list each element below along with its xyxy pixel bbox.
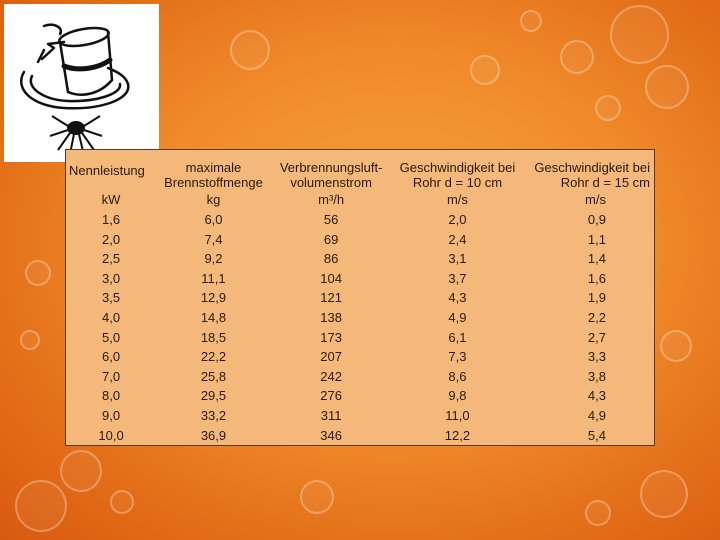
header-line: Nennleistung bbox=[69, 162, 145, 178]
table-cell: 121 bbox=[320, 290, 342, 306]
bubble bbox=[595, 95, 621, 121]
header-nennleistung bbox=[66, 150, 157, 191]
table-cell: 346 bbox=[320, 427, 342, 443]
table-cell: 9,0 bbox=[102, 408, 121, 423]
table-cell: 25,8 bbox=[200, 368, 227, 384]
table-cell: 3,5 bbox=[102, 290, 121, 306]
table-cell: 9,2 bbox=[204, 251, 223, 267]
table-row bbox=[66, 210, 655, 230]
table-cell: 5,0 bbox=[102, 329, 121, 345]
table-cell: 14,8 bbox=[200, 309, 227, 325]
table-row bbox=[66, 366, 655, 386]
header-line: volumenstrom bbox=[290, 175, 372, 190]
unit-cell: m³/h bbox=[318, 192, 345, 208]
table-cell: 2,5 bbox=[102, 251, 121, 267]
table-cell: 4,9 bbox=[448, 309, 467, 325]
bubble bbox=[60, 450, 102, 492]
table-cell: 4,9 bbox=[587, 408, 606, 423]
table-cell: 207 bbox=[320, 349, 342, 365]
unit-cell: kW bbox=[101, 192, 121, 208]
table-cell: 7,0 bbox=[102, 368, 121, 384]
bubble bbox=[25, 260, 51, 286]
units-row bbox=[66, 190, 655, 210]
header-line: Rohr d = 15 cm bbox=[560, 175, 650, 190]
table-row bbox=[66, 406, 655, 426]
table-cell: 2,0 bbox=[448, 211, 467, 227]
table-cell: 6,0 bbox=[102, 349, 121, 365]
header-geschwindigkeit-10cm bbox=[391, 150, 523, 191]
table-row bbox=[66, 288, 655, 308]
table-cell: 2,7 bbox=[587, 329, 606, 345]
table-cell: 2,4 bbox=[448, 231, 467, 247]
performance-table bbox=[65, 149, 655, 446]
table-cell: 2,2 bbox=[587, 309, 606, 325]
table-cell: 9,8 bbox=[448, 388, 467, 404]
table-cell: 6,0 bbox=[204, 211, 223, 227]
bubble bbox=[560, 40, 594, 74]
table-cell: 5,4 bbox=[587, 427, 606, 443]
table-cell: 1,4 bbox=[587, 251, 606, 267]
bubble bbox=[610, 5, 669, 64]
table-cell: 69 bbox=[323, 231, 339, 247]
table-cell: 10,0 bbox=[98, 427, 124, 443]
table-cell: 12,9 bbox=[200, 290, 227, 306]
table-cell: 276 bbox=[320, 388, 342, 404]
header-line: Rohr d = 10 cm bbox=[412, 175, 503, 190]
table-cell: 11,0 bbox=[445, 408, 470, 423]
table-cell: 86 bbox=[323, 251, 339, 267]
table-cell: 7,4 bbox=[204, 231, 223, 247]
table-cell: 3,8 bbox=[587, 368, 606, 384]
table-cell: 3,1 bbox=[448, 251, 467, 267]
table-cell: 56 bbox=[323, 211, 339, 227]
table-cell: 104 bbox=[320, 270, 342, 286]
header-line: Geschwindigkeit bei bbox=[534, 160, 650, 175]
unit-cell: kg bbox=[206, 192, 221, 208]
table-cell: 3,3 bbox=[587, 349, 606, 365]
table-row bbox=[66, 308, 655, 328]
unit-cell: m/s bbox=[585, 192, 606, 208]
header-line: Geschwindigkeit bei bbox=[399, 160, 516, 175]
bubble bbox=[660, 330, 692, 362]
hat-illustration bbox=[4, 4, 159, 162]
header-line: Verbrennungsluft- bbox=[279, 160, 383, 175]
table-cell: 4,0 bbox=[102, 309, 121, 325]
header-brennstoffmenge bbox=[156, 150, 271, 191]
bubble bbox=[230, 30, 270, 70]
table-row bbox=[66, 327, 655, 347]
bubble bbox=[110, 490, 134, 514]
unit-cell: m/s bbox=[446, 192, 468, 208]
table-row bbox=[66, 347, 655, 367]
table-row bbox=[66, 268, 655, 288]
table-cell: 1,6 bbox=[587, 270, 606, 286]
table-cell: 311 bbox=[320, 408, 342, 423]
table-row bbox=[66, 229, 655, 249]
table-cell: 242 bbox=[320, 368, 342, 384]
table-cell: 6,1 bbox=[448, 329, 467, 345]
table-cell: 11,1 bbox=[201, 270, 226, 286]
header-row bbox=[66, 150, 655, 191]
table-cell: 8,0 bbox=[102, 388, 121, 404]
table-cell: 22,2 bbox=[200, 349, 227, 365]
table-cell: 3,7 bbox=[448, 270, 467, 286]
bubble bbox=[15, 480, 67, 532]
header-verbrennungsluft bbox=[271, 150, 392, 191]
table-cell: 173 bbox=[320, 329, 342, 345]
table-cell: 7,3 bbox=[448, 349, 467, 365]
header-line: Brennstoffmenge bbox=[164, 175, 263, 190]
bubble bbox=[470, 55, 500, 85]
table-cell: 2,0 bbox=[102, 231, 121, 247]
bubble bbox=[585, 500, 611, 526]
table-cell: 29,5 bbox=[200, 388, 227, 404]
table-cell: 12,2 bbox=[444, 427, 471, 443]
table-body bbox=[66, 190, 655, 446]
table-cell: 1,6 bbox=[102, 211, 121, 227]
table-row bbox=[66, 386, 655, 406]
table-cell: 0,9 bbox=[587, 211, 606, 227]
table-cell: 1,9 bbox=[587, 290, 606, 306]
bubble bbox=[300, 480, 334, 514]
table-cell: 4,3 bbox=[448, 290, 467, 306]
bubble bbox=[645, 65, 689, 109]
table-cell: 3,0 bbox=[102, 270, 121, 286]
bubble bbox=[520, 10, 542, 32]
table-cell: 33,2 bbox=[200, 408, 227, 423]
table-cell: 138 bbox=[320, 309, 342, 325]
table-cell: 18,5 bbox=[200, 329, 227, 345]
header-geschwindigkeit-15cm bbox=[523, 150, 654, 191]
table-cell: 8,6 bbox=[448, 368, 467, 384]
table-cell: 36,9 bbox=[200, 427, 227, 443]
bubble bbox=[20, 330, 40, 350]
table-row bbox=[66, 425, 655, 445]
header-line: maximale bbox=[185, 160, 242, 175]
table-cell: 4,3 bbox=[587, 388, 606, 404]
bubble bbox=[640, 470, 688, 518]
table-cell: 1,1 bbox=[587, 231, 606, 247]
table-row bbox=[66, 249, 655, 269]
